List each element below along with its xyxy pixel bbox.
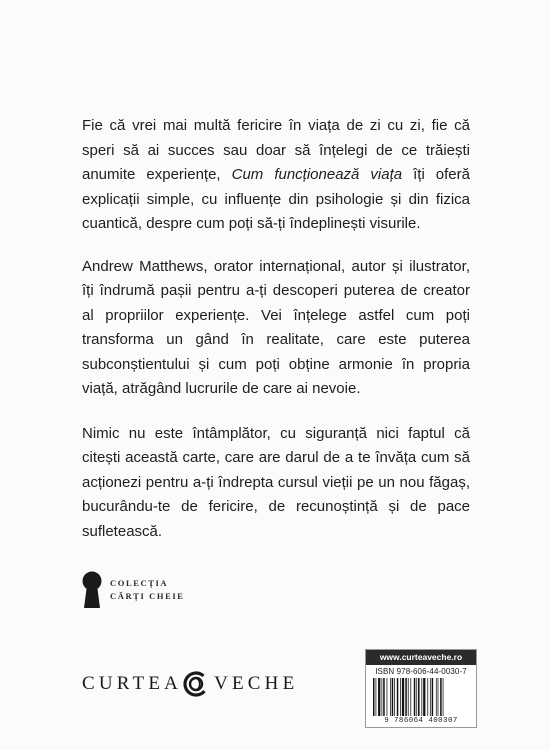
publisher-name-left: CURTEA: [82, 673, 183, 694]
collection-label: [82, 571, 185, 609]
collection-line-2: CĂRȚI CHEIE: [110, 591, 185, 601]
publisher-logo: [82, 670, 298, 698]
barcode-digits: 9 786064 400307: [384, 717, 458, 725]
barcode: [371, 678, 471, 716]
isbn-number: ISBN 978-606-44-0030-7: [375, 667, 467, 676]
curtea-veche-logo-icon: [182, 670, 210, 698]
book-title-italic: Cum funcționează viața: [231, 166, 403, 183]
blurb-text: [82, 114, 470, 562]
blurb-paragraph-1-end: îți oferă explicații simple, cu influențe din psihologie și din fizica cuantică, despre cum poți să-ți îndeplinești visurile.: [82, 166, 470, 232]
publisher-name-right: VECHE: [214, 673, 299, 694]
collection-name: [110, 577, 185, 603]
blurb-paragraph-1-start: Fie că vrei mai multă fericire în viața de zi cu zi, fie că speri să ai succes sau doar să înțelegi de ce trăiești anumite experiențe,: [82, 117, 470, 183]
keyhole-icon: [82, 571, 102, 609]
publisher-website: www.curteaveche.ro: [366, 650, 476, 665]
isbn-barcode-block: [365, 649, 477, 728]
blurb-paragraph-1: [82, 114, 470, 237]
collection-line-1: COLECȚIA: [110, 578, 169, 588]
blurb-paragraph-2: Andrew Matthews, orator internațional, autor și ilustrator, îți îndrumă pașii pentru a-ți descoperi puterea de creator al propriilor experiențe. Vei înțelege astfel cum poți transforma un gând în realitate, care este puterea subconștientului și cum poți obține armonie în propria viață, atrăgând lucrurile de care ai nevoie.: [82, 257, 470, 397]
blurb-paragraph-3: Nimic nu este întâmplător, cu siguranță nici faptul că citești această carte, care are darul de a te învăța cum să acționezi pentru a-ți îndrepta cursul vieții pe un nou făgaș, bucurându-te de fericire, de recunoștință și de pace sufletească.: [82, 424, 470, 540]
